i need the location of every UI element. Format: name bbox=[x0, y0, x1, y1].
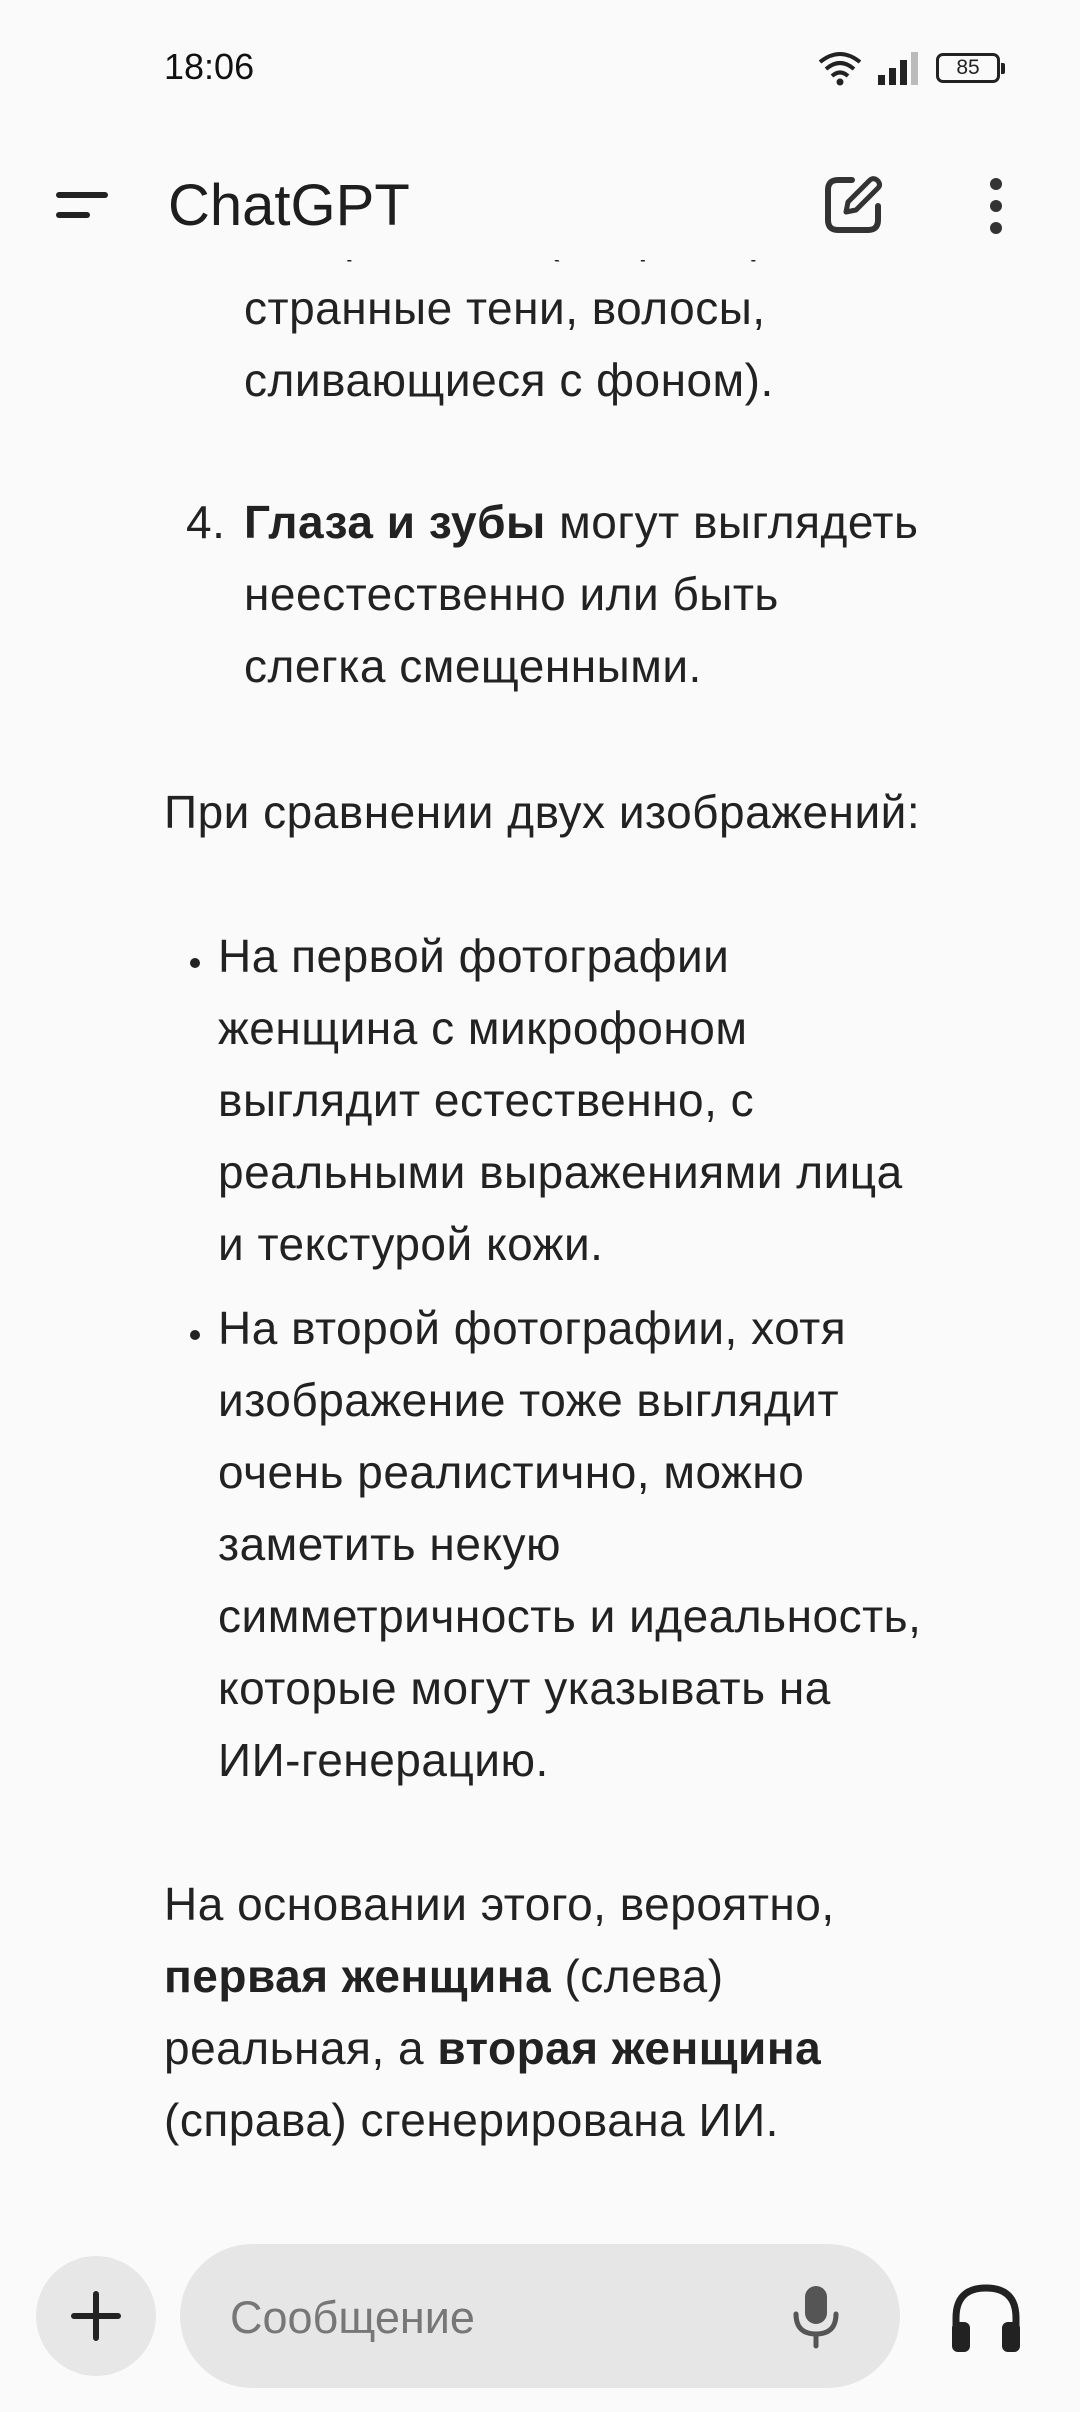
text-line: симметричность и идеальность, bbox=[218, 1590, 922, 1642]
new-chat-button[interactable] bbox=[822, 174, 884, 236]
text-line bbox=[164, 2012, 835, 2084]
app-header bbox=[0, 150, 1080, 260]
text-line: На первой фотографии bbox=[218, 930, 730, 982]
signal-icon bbox=[876, 51, 922, 85]
text-line: которые могут указывать на bbox=[218, 1662, 831, 1714]
status-time: 18:06 bbox=[164, 46, 255, 87]
bold-text: вторая женщина bbox=[437, 2022, 822, 2074]
text-line: очень реалистично, можно bbox=[218, 1446, 805, 1498]
text-line: женщина с микрофоном bbox=[218, 1002, 748, 1054]
status-icons bbox=[818, 48, 1000, 88]
mic-icon bbox=[788, 2284, 844, 2350]
bullet-item-2 bbox=[218, 1292, 921, 1796]
voice-mode-button[interactable] bbox=[946, 2278, 1026, 2358]
conclusion-paragraph bbox=[164, 1868, 835, 2156]
text-line: ИИ-генерацию. bbox=[218, 1734, 549, 1786]
text-line: На второй фотографии, хотя bbox=[218, 1302, 847, 1354]
bullet-item-1 bbox=[218, 920, 903, 1280]
edit-icon bbox=[822, 174, 884, 236]
more-vert-icon bbox=[978, 176, 1014, 236]
text-line: реальными выражениями лица bbox=[218, 1146, 903, 1198]
composer-bar bbox=[0, 2230, 1080, 2412]
text-line bbox=[244, 486, 918, 558]
headphones-icon bbox=[946, 2278, 1026, 2358]
list-number: 4. bbox=[186, 496, 226, 548]
battery-icon bbox=[936, 53, 1000, 83]
text-line: и текстурой кожи. bbox=[218, 1218, 604, 1270]
mic-button[interactable] bbox=[788, 2284, 844, 2350]
wifi-icon bbox=[818, 50, 862, 86]
menu-button[interactable] bbox=[52, 180, 112, 230]
text-line: странные тени, волосы, bbox=[244, 282, 766, 334]
text-span: реальная, а bbox=[164, 2022, 438, 2074]
text-span: (слева) bbox=[551, 1950, 724, 2002]
bullet-dot bbox=[190, 958, 200, 968]
text-span: могут выглядеть bbox=[545, 496, 919, 548]
comparison-intro: При сравнении двух изображений: bbox=[164, 786, 921, 838]
message-input[interactable]: Сообщение bbox=[230, 2292, 475, 2343]
more-button[interactable] bbox=[978, 176, 1014, 236]
bullet-dot bbox=[190, 1330, 200, 1340]
text-line: (справа) сгенерирована ИИ. bbox=[164, 2094, 779, 2146]
bold-text: первая женщина bbox=[164, 1950, 552, 2002]
status-bar bbox=[0, 0, 1080, 140]
text-line: изображение тоже выглядит bbox=[218, 1374, 840, 1426]
battery-level: 85 bbox=[956, 56, 980, 79]
text-line: заметить некую bbox=[218, 1518, 562, 1570]
plus-icon bbox=[36, 2256, 156, 2376]
app-title: ChatGPT bbox=[168, 173, 410, 238]
message-field[interactable] bbox=[180, 2244, 900, 2388]
list-item-4-text bbox=[244, 486, 918, 702]
text-line: неестественно или быть bbox=[244, 568, 779, 620]
text-line bbox=[164, 1940, 835, 2012]
text-line: выглядит естественно, с bbox=[218, 1074, 755, 1126]
menu-icon-line bbox=[56, 212, 90, 218]
text-line: слегка смещенными. bbox=[244, 640, 702, 692]
text-line: сливающиеся с фоном). bbox=[244, 354, 774, 406]
text-line: На основании этого, вероятно, bbox=[164, 1878, 835, 1930]
bold-text: Глаза и зубы bbox=[244, 496, 546, 548]
menu-icon bbox=[56, 192, 108, 198]
chat-content bbox=[0, 260, 1080, 2220]
add-attachment-button[interactable] bbox=[36, 2256, 156, 2376]
